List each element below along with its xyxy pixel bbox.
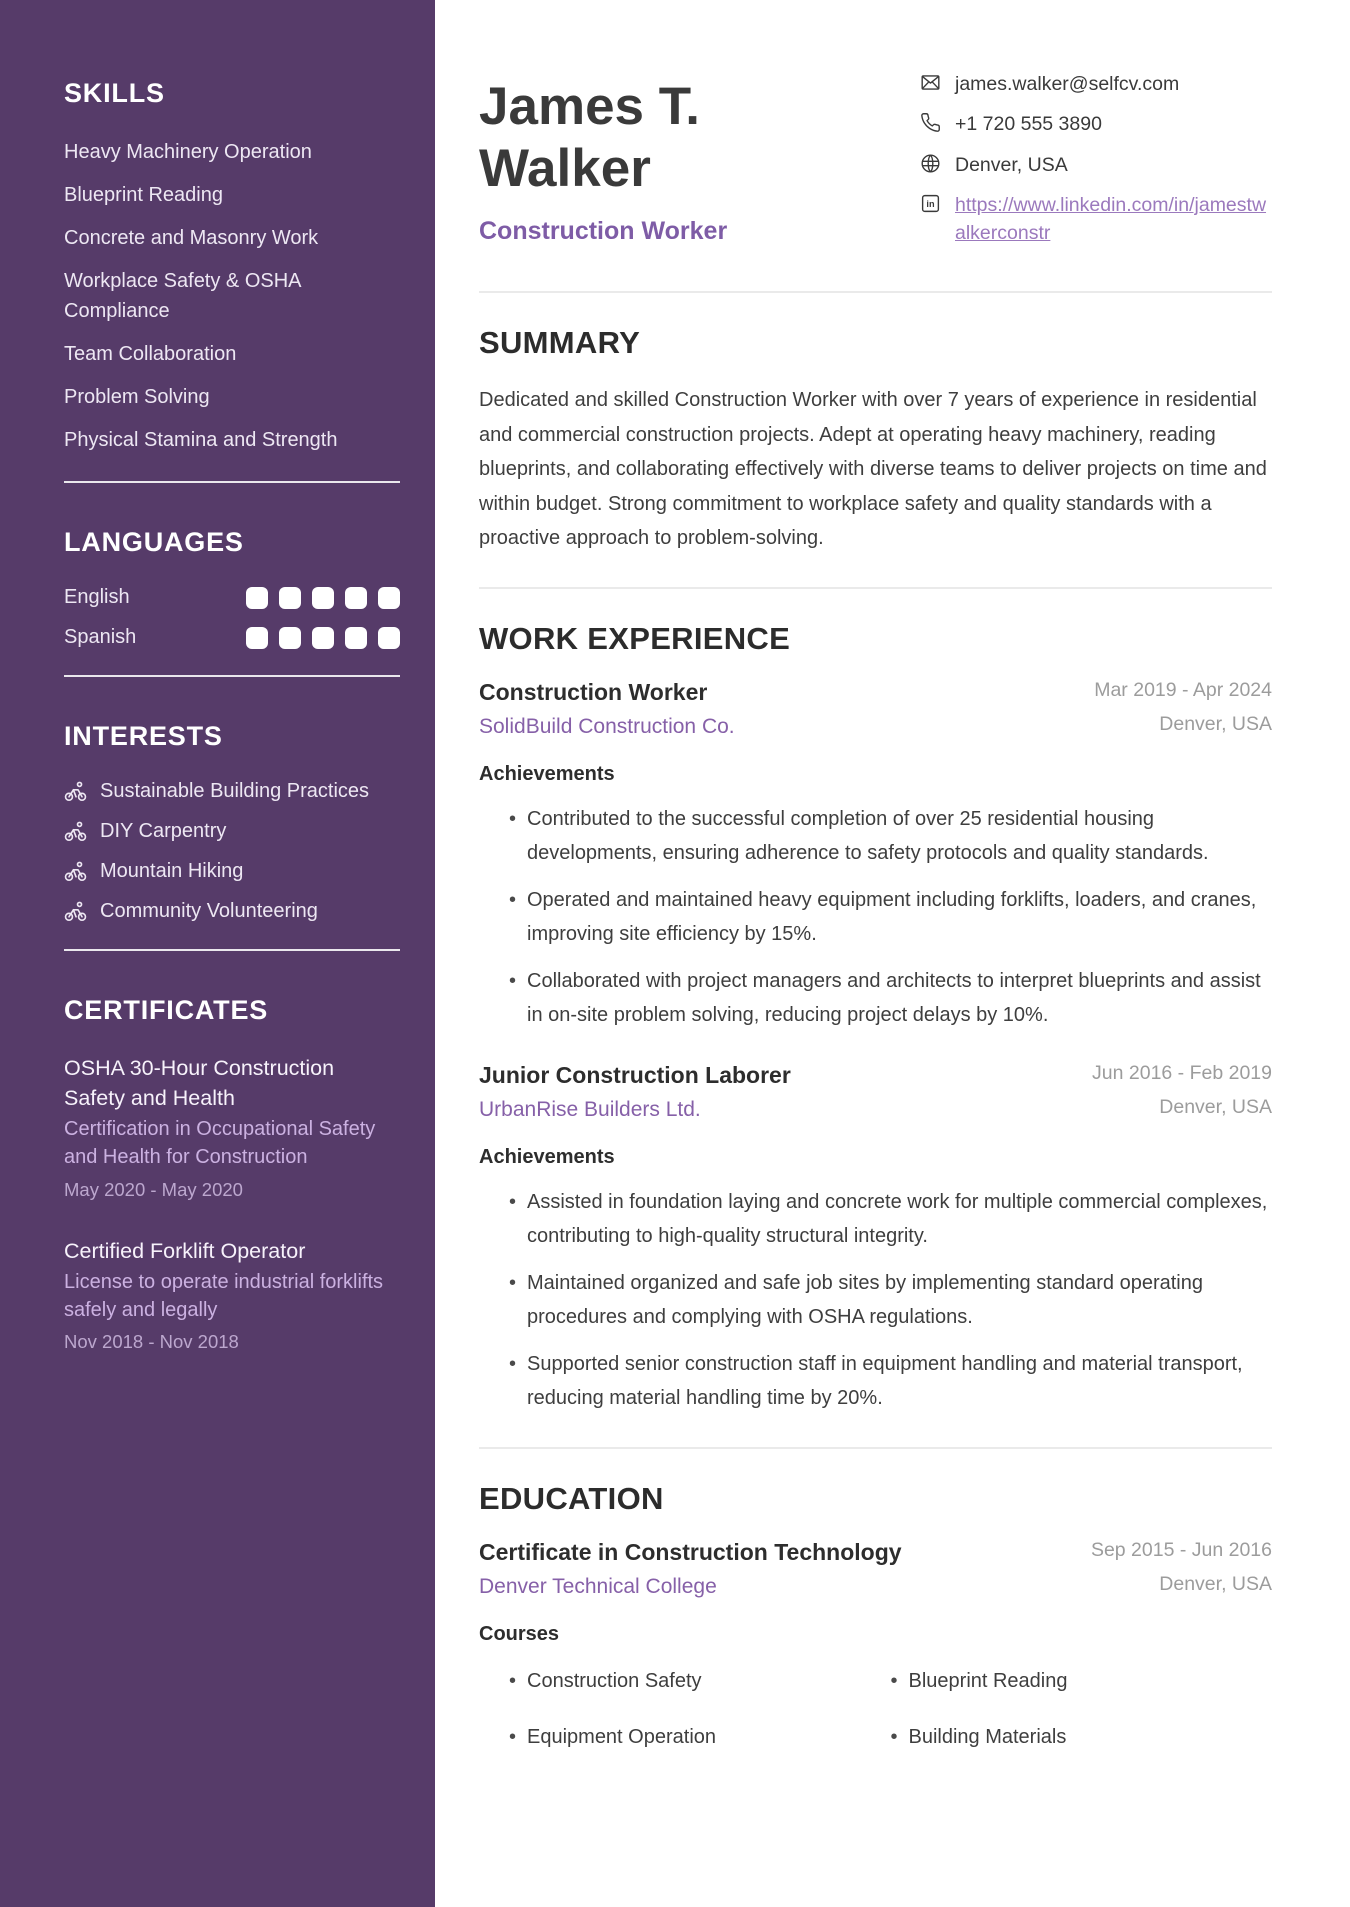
job-company: UrbanRise Builders Ltd. (479, 1098, 701, 1122)
language-level-dot (378, 627, 400, 649)
job-location: Denver, USA (1159, 1096, 1272, 1119)
interests-title: INTERESTS (64, 721, 223, 751)
linkedin-link[interactable]: https://www.linkedin.com/in/jamestwalkerconstr (955, 193, 1267, 245)
course-item: • Blueprint Reading (891, 1664, 1273, 1698)
certificate-dates: May 2020 - May 2020 (64, 1178, 243, 1200)
language-row (64, 586, 400, 609)
sidebar-divider (64, 481, 400, 483)
language-level-dot (246, 587, 268, 609)
skill-item: Heavy Machinery Operation (64, 141, 312, 163)
skill-item: Problem Solving (64, 386, 210, 408)
course-item: • Building Materials (891, 1720, 1273, 1754)
interest-item (64, 860, 400, 883)
summary-text: Dedicated and skilled Construction Worker with over 7 years of experience in residential and commercial construction projects. Adept at operating heavy machinery, reading blueprints, and collaborating effectively with diverse teams to deliver projects on time and within budget. Strong commitment to workplace safety and quality standards with a proactive approach to problem-solving. (479, 389, 1267, 549)
interests-list (64, 780, 400, 923)
language-level (246, 587, 400, 609)
language-name: Spanish (64, 626, 137, 648)
person-name: James T. Walker (479, 77, 700, 198)
language-level-dot (378, 587, 400, 609)
cyclist-icon (64, 820, 87, 843)
job-role: Junior Construction Laborer (479, 1062, 791, 1089)
certificate-entry (64, 1054, 400, 1201)
job-role: Construction Worker (479, 679, 708, 706)
contact-location (920, 151, 1272, 179)
interest-item (64, 780, 400, 803)
job-meta (1042, 1062, 1272, 1122)
language-level-dot (312, 587, 334, 609)
achievement-item: • Assisted in foundation laying and concrete work for multiple commercial complexes, contributing to high-quality structural integrity. (509, 1185, 1272, 1253)
skills-list (64, 137, 400, 455)
work-experience-section (479, 621, 1272, 1415)
job-dates: Jun 2016 - Feb 2019 (1092, 1062, 1272, 1085)
achievements-label: Achievements (479, 763, 615, 786)
education-header (479, 1539, 1272, 1599)
job-company: SolidBuild Construction Co. (479, 715, 735, 739)
certificate-entry (64, 1237, 400, 1354)
interests-section (64, 721, 400, 923)
person-job-title: Construction Worker (479, 217, 728, 245)
sidebar-divider (64, 949, 400, 951)
language-level-dot (279, 587, 301, 609)
skill-item: Workplace Safety & OSHA Compliance (64, 270, 301, 322)
achievement-item: • Contributed to the successful completion of over 25 residential housing developments, ensuring adherence to safety protocols and quality standards. (509, 802, 1272, 870)
education-location: Denver, USA (1159, 1573, 1272, 1596)
language-level (246, 627, 400, 649)
degree-name: Certificate in Construction Technology (479, 1539, 902, 1566)
summary-section (479, 325, 1272, 555)
education-section (479, 1481, 1272, 1754)
section-divider (479, 587, 1272, 589)
education-title: EDUCATION (479, 1481, 664, 1517)
languages-section (64, 527, 400, 649)
globe-icon (920, 153, 941, 174)
svg-text:in: in (926, 198, 935, 209)
contact-email (920, 70, 1272, 98)
achievement-item: • Operated and maintained heavy equipment including forklifts, loaders, and cranes, improving site efficiency by 15%. (509, 883, 1272, 951)
job-title-block (479, 1062, 791, 1122)
certificate-dates: Nov 2018 - Nov 2018 (64, 1331, 239, 1353)
interest-item-label: Community Volunteering (100, 900, 318, 922)
job-meta (1042, 679, 1272, 739)
language-name: English (64, 586, 130, 608)
contact-block (920, 64, 1272, 259)
education-title-block (479, 1539, 902, 1599)
language-level-dot (279, 627, 301, 649)
identity-block (479, 64, 809, 259)
contact-phone (920, 110, 1272, 138)
job-entry (479, 1062, 1272, 1415)
location-text: Denver, USA (955, 153, 1068, 176)
interest-item (64, 820, 400, 843)
phone-icon (920, 112, 941, 133)
cyclist-icon (64, 860, 87, 883)
interest-item-label: DIY Carpentry (100, 820, 227, 842)
resume-header (479, 64, 1272, 259)
certificates-title: CERTIFICATES (64, 995, 269, 1025)
section-divider (479, 291, 1272, 293)
achievements-label: Achievements (479, 1146, 615, 1169)
language-row (64, 626, 400, 649)
achievement-item: • Collaborated with project managers and architects to interpret blueprints and assist in on-site problem solving, reducing project delays by 10%. (509, 964, 1272, 1032)
education-dates: Sep 2015 - Jun 2016 (1090, 1539, 1272, 1562)
courses-label: Courses (479, 1623, 560, 1646)
certificate-name: Certified Forklift Operator (64, 1238, 306, 1263)
main-content (435, 0, 1350, 1907)
job-header (479, 1062, 1272, 1122)
interest-item (64, 900, 400, 923)
languages-title: LANGUAGES (64, 527, 244, 557)
email-text: james.walker@selfcv.com (955, 73, 1180, 95)
courses-list (479, 1664, 1272, 1754)
skill-item: Team Collaboration (64, 343, 237, 365)
summary-title: SUMMARY (479, 325, 641, 361)
achievements-list (479, 1185, 1272, 1415)
language-level-dot (345, 627, 367, 649)
certificate-description: License to operate industrial forklifts safely and legally (64, 1271, 384, 1321)
skills-section (64, 78, 400, 455)
sidebar-divider (64, 675, 400, 677)
certificate-description: Certification in Occupational Safety and Health for Construction (64, 1118, 376, 1168)
job-header (479, 679, 1272, 739)
section-divider (479, 1447, 1272, 1449)
skill-item: Concrete and Masonry Work (64, 227, 319, 249)
phone-text: +1 720 555 3890 (955, 113, 1102, 136)
skills-title: SKILLS (64, 78, 165, 108)
skill-item: Blueprint Reading (64, 184, 223, 206)
certificate-name: OSHA 30-Hour Construction Safety and Health (64, 1056, 335, 1110)
cyclist-icon (64, 780, 87, 803)
achievement-item: • Supported senior construction staff in equipment handling and material transport, reducing material handling time by 20%. (509, 1347, 1272, 1415)
linkedin-icon (920, 193, 941, 214)
course-item: • Equipment Operation (509, 1720, 891, 1754)
language-level-dot (312, 627, 334, 649)
interest-item-label: Mountain Hiking (100, 860, 244, 882)
school-name: Denver Technical College (479, 1575, 717, 1599)
job-location: Denver, USA (1159, 713, 1272, 736)
achievements-list (479, 802, 1272, 1032)
contact-linkedin (920, 191, 1272, 248)
job-title-block (479, 679, 735, 739)
job-dates: Mar 2019 - Apr 2024 (1094, 679, 1272, 702)
course-item: • Construction Safety (509, 1664, 891, 1698)
language-level-dot (345, 587, 367, 609)
interest-item-label: Sustainable Building Practices (100, 780, 370, 802)
sidebar (0, 0, 435, 1907)
certificates-section (64, 995, 400, 1353)
cyclist-icon (64, 900, 87, 923)
work-experience-title: WORK EXPERIENCE (479, 621, 791, 657)
education-meta (1042, 1539, 1272, 1599)
language-level-dot (246, 627, 268, 649)
job-entry (479, 679, 1272, 1032)
achievement-item: • Maintained organized and safe job sites by implementing standard operating procedures and complying with OSHA regulations. (509, 1266, 1272, 1334)
skill-item: Physical Stamina and Strength (64, 429, 338, 451)
envelope-icon (920, 72, 941, 93)
